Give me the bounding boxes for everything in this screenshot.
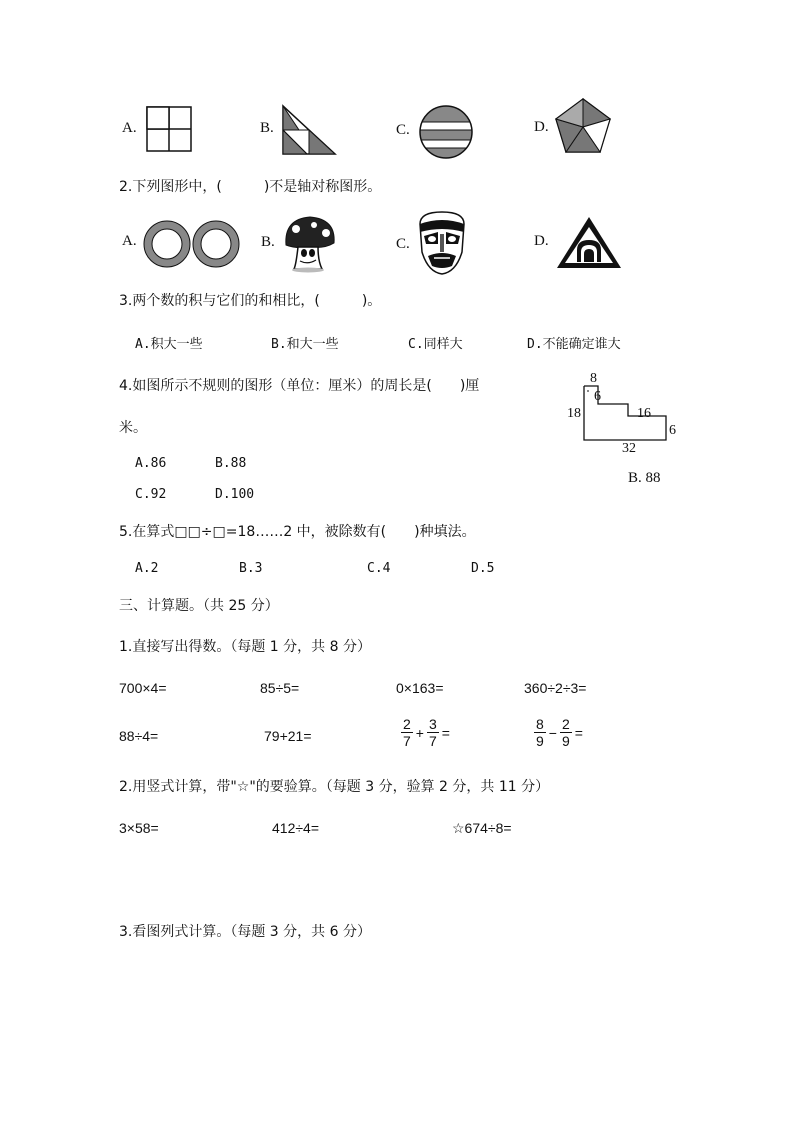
minus-sign: − xyxy=(548,724,557,741)
q2-question: 2.下列图形中，( )不是轴对称图形。 xyxy=(119,179,382,195)
calc-85div5: 85÷5= xyxy=(260,680,300,696)
q4-option-a: A.86 xyxy=(135,456,167,471)
q4-figure-label-inner: 6 xyxy=(594,389,601,404)
q3-option-c: C.同样大 xyxy=(408,337,463,352)
q1-figure-d-pentagon xyxy=(554,97,612,155)
q1-option-b-label: B. xyxy=(260,120,274,136)
fraction-3-7: $\frac{3}{7}$ xyxy=(428,716,437,749)
q3-option-a: A.积大一些 xyxy=(135,337,203,352)
q4-option-c: C.92 xyxy=(135,487,167,502)
q5-option-d: D.5 xyxy=(471,561,495,576)
calc-fraction-difference xyxy=(533,716,583,749)
q3-question: 3.两个数的积与它们的和相比，( )。 xyxy=(119,293,382,309)
q4-option-d: D.100 xyxy=(215,487,255,502)
equals-sign: = xyxy=(441,724,450,741)
q2-option-b-label: B. xyxy=(261,234,275,250)
calc-0x163: 0×163= xyxy=(396,680,444,696)
part3-title: 3.看图列式计算。（每题 3 分，共 6 分） xyxy=(119,924,371,940)
q4-question: 4.如图所示不规则的图形（单位：厘米）的周长是( )厘 xyxy=(119,378,480,394)
q3-option-d: D.不能确定谁大 xyxy=(527,337,621,352)
q2-option-d-label: D. xyxy=(534,233,549,249)
q5-question: 5.在算式□□÷□=18……2 中，被除数有( )种填法。 xyxy=(119,524,476,540)
q3-option-b: B.和大一些 xyxy=(271,337,339,352)
fraction-8-9: 8 9 xyxy=(536,716,544,749)
q4-figure-label-middle: 16 xyxy=(637,406,651,421)
calc-fraction-sum xyxy=(400,716,450,749)
q5-option-b: B.3 xyxy=(239,561,263,576)
q2-option-a-label: A. xyxy=(122,233,137,249)
q4-question-continued: 米。 xyxy=(119,420,147,436)
q4-option-b: B.88 xyxy=(215,456,247,471)
part2-title: 2.用竖式计算，带"☆"的要验算。（每题 3 分，验算 2 分，共 11 分） xyxy=(119,779,550,795)
part1-title: 1.直接写出得数。（每题 1 分，共 8 分） xyxy=(119,639,371,655)
q1-figure-a-square xyxy=(146,106,192,152)
q1-option-d-label: D. xyxy=(534,119,549,135)
q5-option-a: A.2 xyxy=(135,561,159,576)
q2-figure-c-opera-mask xyxy=(416,210,468,276)
q4-figure-label-bottom: 32 xyxy=(622,441,636,456)
calc-700x4: 700×4= xyxy=(119,680,167,696)
calc-3x58: 3×58= xyxy=(119,820,159,836)
equals-sign: = xyxy=(574,724,583,741)
q4-figure-label-left: 18 xyxy=(567,406,581,421)
calc-360div2div3: 360÷2÷3= xyxy=(524,680,587,696)
q4-figure-label-top: 8 xyxy=(590,371,597,386)
q2-figure-b-mushroom xyxy=(280,213,340,273)
q2-option-c-label: C. xyxy=(396,236,410,252)
q1-option-c-label: C. xyxy=(396,122,410,138)
q4-figure-answer-label: B. 88 xyxy=(628,470,661,486)
q1-option-a-label: A. xyxy=(122,120,137,136)
q4-figure-label-right: 6 xyxy=(669,423,676,438)
calc-412div4: 412÷4= xyxy=(272,820,320,836)
section-3-title: 三、计算题。（共 25 分） xyxy=(119,598,279,614)
q5-option-c: C.4 xyxy=(367,561,391,576)
q2-figure-a-two-rings xyxy=(142,218,242,270)
plus-sign: + xyxy=(415,724,424,741)
fraction-2-9: $\frac{2}{9}$ xyxy=(561,716,570,749)
q1-figure-c-circle xyxy=(418,104,474,160)
q1-figure-b-triangle xyxy=(281,104,337,156)
calc-88div4: 88÷4= xyxy=(119,728,159,744)
fraction-2-7: 2 7 xyxy=(403,716,411,749)
calc-674div8-star: ☆674÷8= xyxy=(452,820,512,836)
calc-79plus21: 79+21= xyxy=(264,728,312,744)
q2-figure-d-tunnel-sign xyxy=(555,214,623,270)
